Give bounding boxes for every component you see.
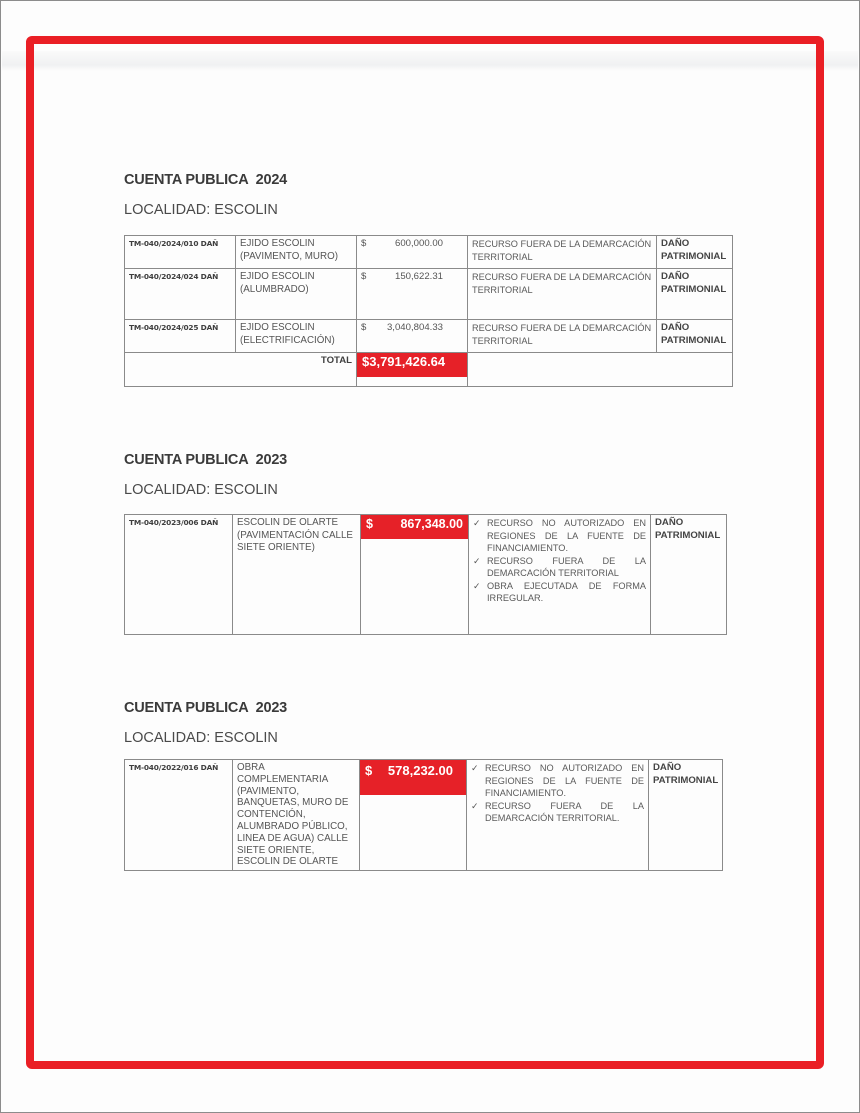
amount-cell <box>357 236 468 269</box>
reason-item <box>471 800 644 825</box>
total-label: TOTAL <box>125 353 357 387</box>
damage-type <box>657 320 733 353</box>
audit-table-2023-b <box>124 759 723 871</box>
desc-line: EJIDO ESCOLIN <box>240 238 315 249</box>
type-line: PATRIMONIAL <box>655 529 721 541</box>
reason-line: RECURSO FUERA DE LA DEMARCACIÓN <box>472 323 652 333</box>
desc-line: (ELECTRIFICACIÓN) <box>240 334 335 346</box>
reason-item <box>473 555 646 580</box>
section-locality: LOCALIDAD: ESCOLIN <box>124 730 278 746</box>
type-line: DAÑO <box>661 271 690 282</box>
damage-type <box>657 236 733 269</box>
section-2024 <box>124 172 287 218</box>
section-2023-a <box>124 452 287 498</box>
audit-code: TM-040/2024/024 DAÑ <box>125 269 236 320</box>
amount-highlight <box>360 760 466 795</box>
empty-cell <box>468 353 733 387</box>
amount-value: 578,232.00 <box>387 763 453 778</box>
work-description: ESCOLIN DE OLARTE (PAVIMENTACIÓN CALLE SIETE ORIENTE) <box>233 515 361 635</box>
type-line: DAÑO <box>661 238 690 249</box>
section-2023-b <box>124 700 287 746</box>
reason-item <box>471 762 644 800</box>
audit-code: TM-040/2024/025 DAÑ <box>125 320 236 353</box>
table-row <box>125 760 723 871</box>
work-description <box>236 269 357 320</box>
table-row <box>125 236 733 269</box>
audit-code: TM-040/2024/010 DAÑ <box>125 236 236 269</box>
checkmark-icon: ✓ <box>473 518 481 528</box>
table-row <box>125 320 733 353</box>
audit-table-2024 <box>124 235 733 387</box>
work-description <box>236 236 357 269</box>
desc-line: (PAVIMENTO, MURO) <box>240 250 338 262</box>
reason-line: TERRITORIAL <box>472 335 533 346</box>
audit-code: TM-040/2022/016 DAÑ <box>125 760 233 871</box>
type-line: PATRIMONIAL <box>653 774 719 786</box>
type-line: DAÑO <box>655 517 684 528</box>
damage-type <box>649 760 723 871</box>
reason-line: TERRITORIAL <box>472 284 533 295</box>
observation <box>468 269 657 320</box>
reason-line: RECURSO FUERA DE LA DEMARCACIÓN <box>472 272 652 282</box>
total-cell <box>357 353 468 387</box>
amount-value: 600,000.00 <box>394 238 443 249</box>
damage-type <box>651 515 727 635</box>
amount-highlight <box>361 515 468 539</box>
currency-symbol: $ <box>365 763 373 778</box>
amount-cell <box>360 760 467 871</box>
checkmark-icon: ✓ <box>473 555 481 566</box>
type-line: DAÑO <box>661 322 690 333</box>
checkmark-icon: ✓ <box>471 763 479 773</box>
desc-line: (ALUMBRADO) <box>240 283 309 295</box>
reason-text: RECURSO NO AUTORIZADO EN REGIONES DE LA FUENTE DE FINANCIAMIENTO. <box>485 763 644 798</box>
work-description: OBRA COMPLEMENTARIA (PAVIMENTO, BANQUETAS, MURO DE CONTENCIÓN, ALUMBRADO PÚBLICO, LINEA DE AGUA) CALLE SIETE ORIENTE, ESCOLIN DE OLARTE <box>233 760 360 871</box>
observations <box>467 760 649 871</box>
checkmark-icon: ✓ <box>471 800 479 811</box>
observations <box>469 515 651 635</box>
desc-line: EJIDO ESCOLIN <box>240 322 315 333</box>
reason-text: OBRA EJECUTADA DE FORMA IRREGULAR. <box>487 580 646 603</box>
total-amount: $3,791,426.64 <box>357 353 467 377</box>
section-title: CUENTA PUBLICA 2023 <box>124 700 288 716</box>
reason-line: RECURSO FUERA DE LA DEMARCACIÓN <box>472 239 652 249</box>
table-row <box>125 269 733 320</box>
amount-value: 3,040,804.33 <box>386 322 443 333</box>
section-title: CUENTA PUBLICA 2024 <box>124 172 288 188</box>
reason-text: RECURSO FUERA DE LA DEMARCACIÓN TERRITORIAL <box>487 555 646 578</box>
section-locality: LOCALIDAD: ESCOLIN <box>124 482 278 498</box>
currency-symbol: $ <box>361 271 367 282</box>
work-description <box>236 320 357 353</box>
reason-line: TERRITORIAL <box>472 251 533 262</box>
total-row <box>125 353 733 387</box>
type-line: PATRIMONIAL <box>661 334 727 346</box>
reason-item <box>473 580 646 605</box>
currency-symbol: $ <box>361 238 367 249</box>
section-locality: LOCALIDAD: ESCOLIN <box>124 202 278 218</box>
amount-value: 867,348.00 <box>400 517 463 531</box>
type-line: DAÑO <box>653 762 682 773</box>
damage-type <box>657 269 733 320</box>
section-title: CUENTA PUBLICA 2023 <box>124 452 288 468</box>
amount-cell <box>357 269 468 320</box>
amount-value: 150,622.31 <box>394 271 443 282</box>
audit-code: TM-040/2023/006 DAÑ <box>125 515 233 635</box>
table-row <box>125 515 727 635</box>
audit-table-2023-a <box>124 514 727 635</box>
reason-text: RECURSO NO AUTORIZADO EN REGIONES DE LA FUENTE DE FINANCIAMIENTO. <box>487 518 646 553</box>
amount-cell <box>357 320 468 353</box>
reason-text: RECURSO FUERA DE LA DEMARCACIÓN TERRITORIAL. <box>485 800 644 823</box>
currency-symbol: $ <box>366 517 373 531</box>
reason-item <box>473 517 646 555</box>
amount-cell <box>361 515 469 635</box>
observation <box>468 236 657 269</box>
observation <box>468 320 657 353</box>
type-line: PATRIMONIAL <box>661 283 727 295</box>
type-line: PATRIMONIAL <box>661 250 727 262</box>
currency-symbol: $ <box>361 322 367 333</box>
desc-line: EJIDO ESCOLIN <box>240 271 315 282</box>
checkmark-icon: ✓ <box>473 580 481 591</box>
